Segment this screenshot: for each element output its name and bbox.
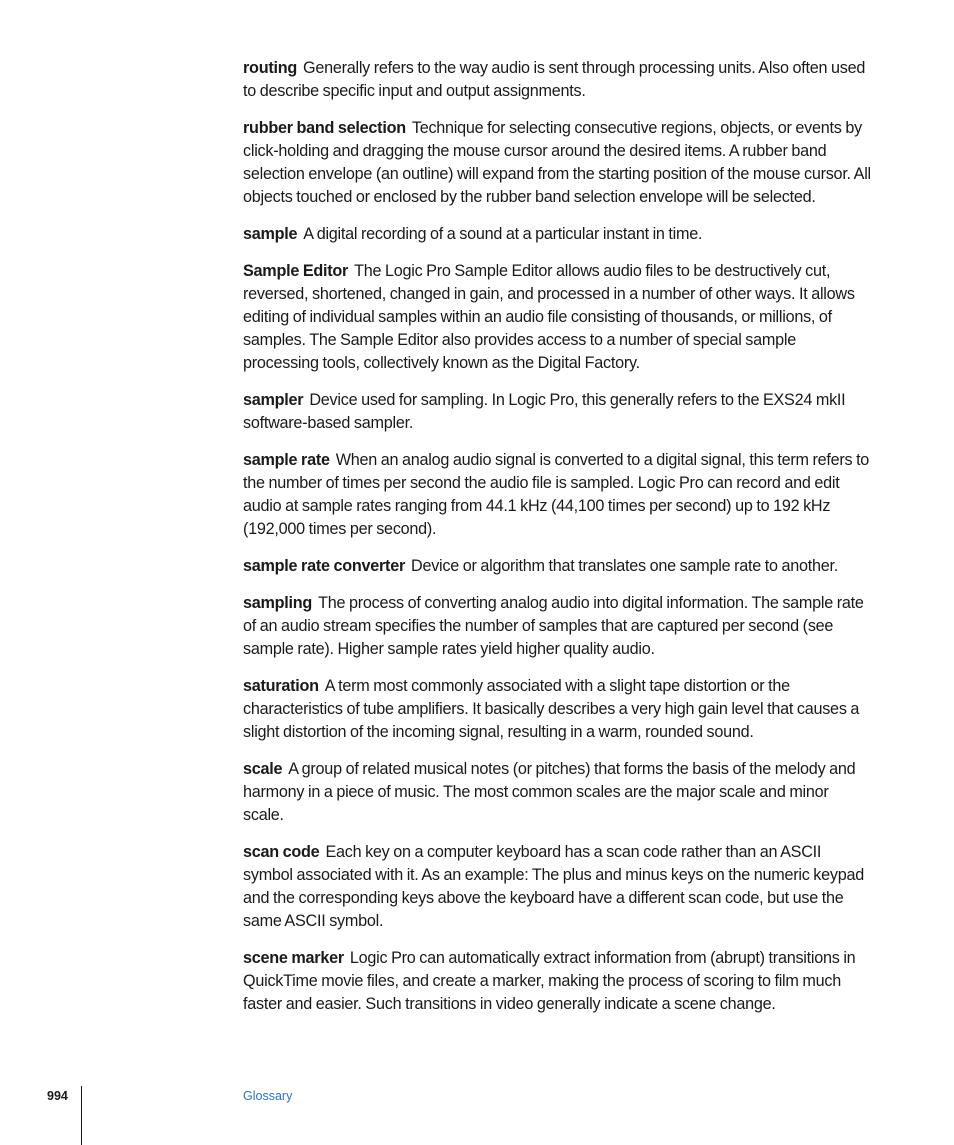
glossary-definition: Technique for selecting consecutive regions, objects, or events by click-holding and dragging the mouse cursor around the desired items. A rubber band selection envelope (an outline) will expand from the starting position of the mouse cursor. All objects touched or enclosed by the rubber band selection envelope will be selected.	[243, 119, 871, 206]
glossary-term: rubber band selection	[243, 119, 406, 137]
glossary-entry-scene-marker	[243, 947, 873, 1016]
glossary-definition: When an analog audio signal is converted to a digital signal, this term refers to the number of times per second the audio file is sampled. Logic Pro can record and edit audio at sample rates ranging from 44.1 kHz (44,100 times per second) up to 192 kHz (192,000 times per second).	[243, 451, 870, 538]
glossary-entry-sample-rate-converter	[243, 555, 873, 578]
page-number: 994	[47, 1089, 68, 1103]
glossary-definition: Device used for sampling. In Logic Pro, this generally refers to the EXS24 mkII software-based sampler.	[243, 391, 846, 432]
glossary-entry-scan-code	[243, 841, 873, 933]
glossary-term: sampling	[243, 594, 313, 612]
glossary-entry-sampling	[243, 592, 873, 661]
footer-divider	[81, 1086, 82, 1145]
glossary-content	[243, 57, 873, 1030]
glossary-entry-sampler	[243, 389, 873, 435]
glossary-entry-rubber-band-selection	[243, 117, 873, 209]
glossary-definition: Device or algorithm that translates one sample rate to another.	[411, 557, 838, 575]
glossary-definition: Generally refers to the way audio is sent through processing units. Also often used to describe specific input and output assignments.	[243, 59, 866, 100]
glossary-definition: The process of converting analog audio into digital information. The sample rate of an audio stream specifies the number of samples that are captured per second (see sample rate). Higher sample rates yield higher quality audio.	[243, 594, 864, 658]
glossary-term: scan code	[243, 843, 320, 861]
glossary-entry-scale	[243, 758, 873, 827]
glossary-definition: A group of related musical notes (or pitches) that forms the basis of the melody and harmony in a piece of music. The most common scales are the major scale and minor scale.	[243, 760, 856, 824]
glossary-entry-routing	[243, 57, 873, 103]
glossary-term: sampler	[243, 391, 304, 409]
glossary-entry-saturation	[243, 675, 873, 744]
glossary-definition: Logic Pro can automatically extract information from (abrupt) transitions in QuickTime movie files, and create a marker, making the process of scoring to film much faster and easier. Such transitions in video generally indicate a scene change.	[243, 949, 856, 1013]
glossary-term: scene marker	[243, 949, 344, 967]
glossary-definition: Each key on a computer keyboard has a scan code rather than an ASCII symbol associated with it. As an example: The plus and minus keys on the numeric keypad and the corresponding keys above the keyboard have a different scan code, but use the same ASCII symbol.	[243, 843, 864, 930]
glossary-term: routing	[243, 59, 297, 77]
glossary-entry-sample-rate	[243, 449, 873, 541]
glossary-definition: The Logic Pro Sample Editor allows audio files to be destructively cut, reversed, shortened, changed in gain, and processed in a number of other ways. It allows editing of individual samples within an audio file consisting of thousands, or millions, of samples. The Sample Editor also provides access to a number of special sample processing tools, collectively known as the Digital Factory.	[243, 262, 855, 372]
glossary-definition: A term most commonly associated with a slight tape distortion or the characteristics of tube amplifiers. It basically describes a very high gain level that causes a slight distortion of the incoming signal, resulting in a warm, rounded sound.	[243, 677, 860, 741]
glossary-term: Sample Editor	[243, 262, 349, 280]
glossary-entry-sample-editor	[243, 260, 873, 375]
footer-section-link[interactable]: Glossary	[243, 1089, 293, 1103]
glossary-entry-sample	[243, 223, 873, 246]
glossary-definition: A digital recording of a sound at a particular instant in time.	[303, 225, 703, 243]
glossary-term: scale	[243, 760, 283, 778]
glossary-term: saturation	[243, 677, 319, 695]
glossary-term: sample	[243, 225, 298, 243]
glossary-term: sample rate	[243, 451, 330, 469]
glossary-term: sample rate converter	[243, 557, 406, 575]
